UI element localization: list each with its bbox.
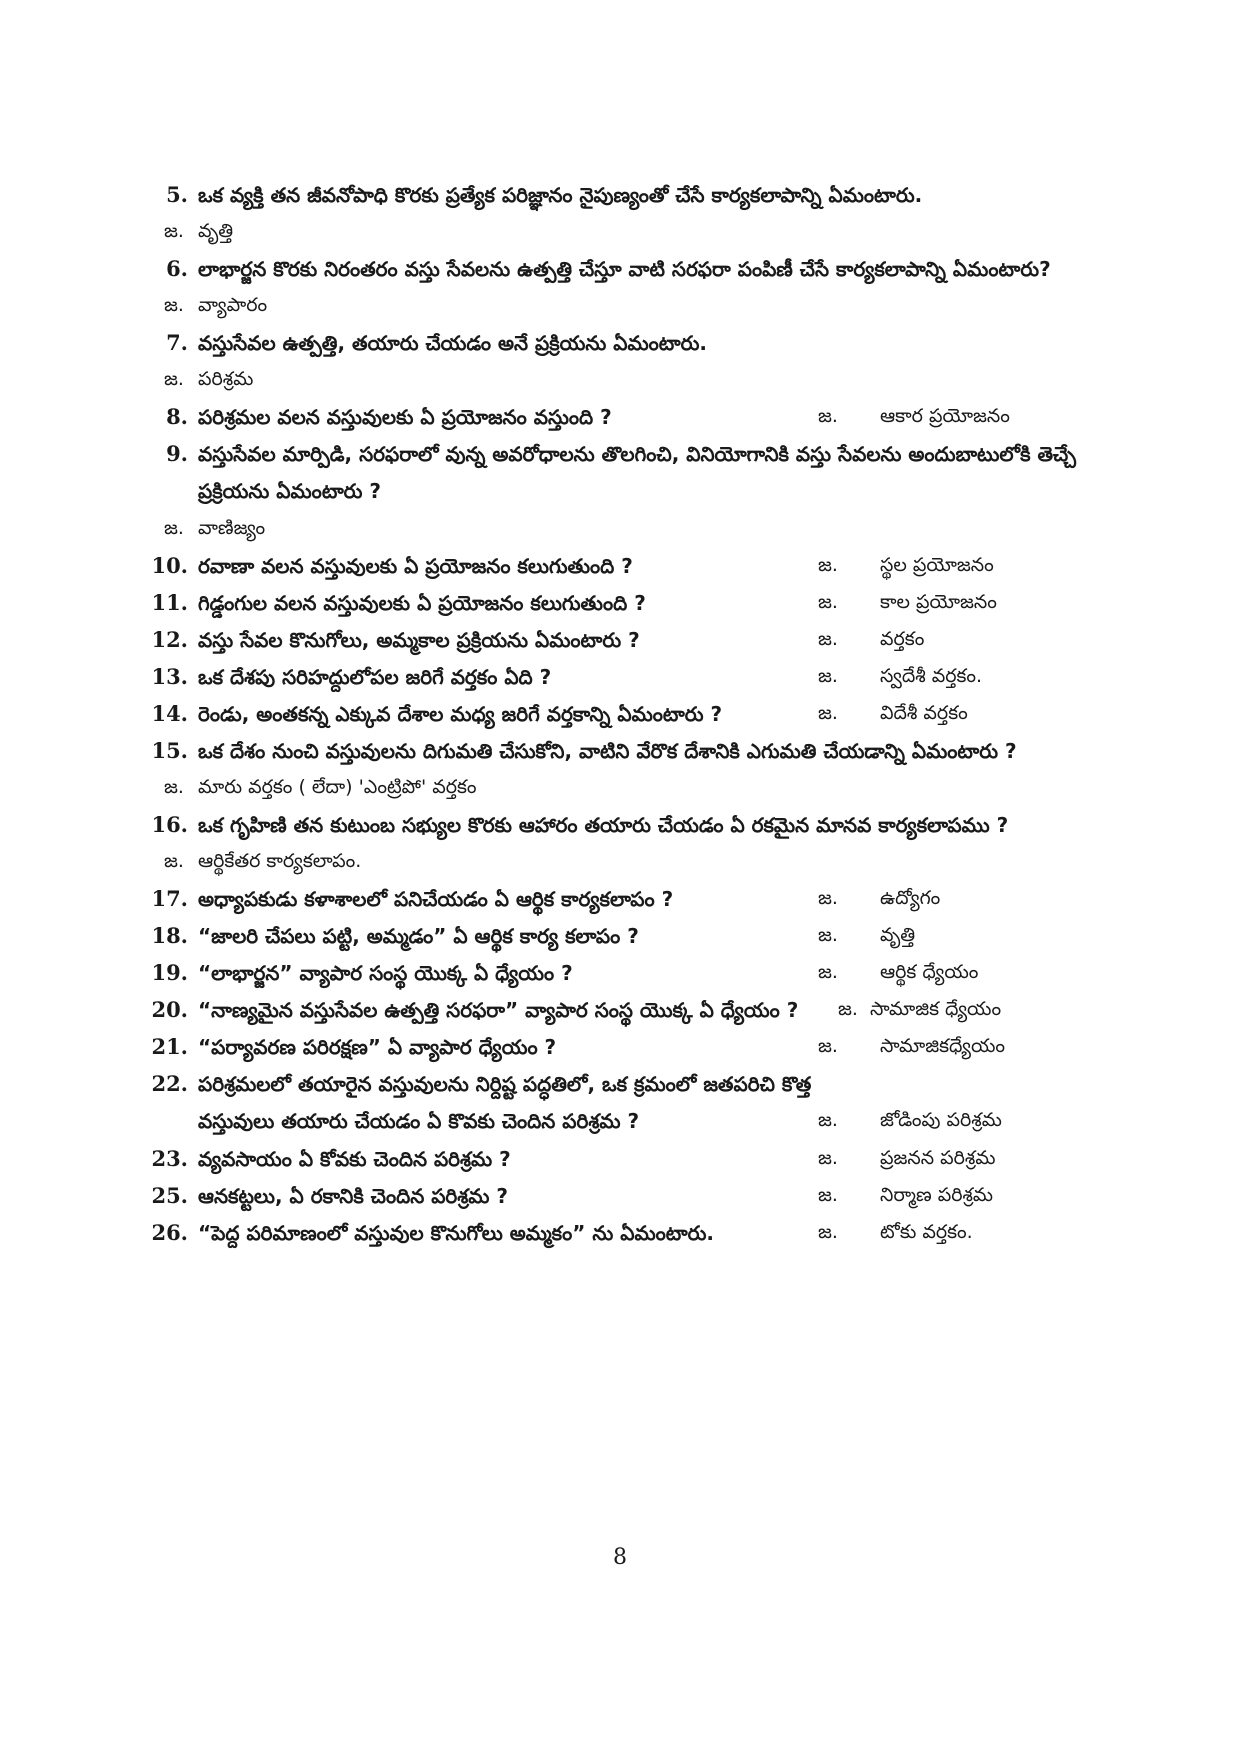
question-row [148, 1028, 1108, 1065]
question-number: 21. [151, 1034, 188, 1059]
qa-list [148, 176, 1108, 1251]
question-row [148, 806, 1108, 843]
answer-text: స్థల ప్రయోజనం [880, 554, 994, 576]
question-number: 16. [151, 812, 188, 837]
question-number: 15. [151, 738, 188, 763]
answer-text: వ్యాపారం [198, 294, 268, 316]
answer-label: జ. [164, 850, 184, 872]
question-number: 7. [166, 330, 188, 355]
question-number: 13. [151, 664, 188, 689]
question-row [148, 991, 1108, 1028]
inline-answer [818, 398, 1010, 435]
question-number: 23. [151, 1146, 188, 1171]
answer-label: జ. [818, 1147, 838, 1169]
answer-text: ఆర్థికేతర కార్యకలాపం. [198, 850, 362, 872]
question-number: 26. [151, 1220, 188, 1245]
question-number: 9. [166, 441, 188, 466]
question-row [148, 1065, 1108, 1140]
question-text: అధ్యాపకుడు కళాశాలలో పనిచేయడం ఏ ఆర్థిక కార్యకలాపం ? [198, 887, 674, 911]
question-text: రవాణా వలన వస్తువులకు ఏ ప్రయోజనం కలుగుతుంది ? [198, 554, 633, 578]
question-text: ఒక గృహిణి తన కుటుంబ సభ్యుల కొరకు ఆహారం తయారు చేయడం ఏ రకమైన మానవ కార్యకలాపము ? [198, 813, 1009, 837]
question-row [148, 398, 1108, 435]
question-text: “పెద్ద పరిమాణంలో వస్తువుల కొనుగోలు అమ్మకం” ను ఏమంటారు. [198, 1221, 715, 1245]
answer-text: ప్రజనన పరిశ్రమ [880, 1147, 996, 1169]
answer-row [148, 361, 1108, 398]
answer-label: జ. [818, 1109, 838, 1131]
answer-label: జ. [164, 776, 184, 798]
question-text: పరిశ్రమలలో తయారైన వస్తువులను నిర్దిష్ట పద్ధతిలో, ఒక క్రమంలో జతపరిచి కొత్త వస్తువులు తయారు చేయడం ఏ కొవకు చెందిన పరిశ్రమ ? [198, 1072, 812, 1133]
answer-text: ఆర్థిక ధ్యేయం [880, 961, 979, 983]
question-row [148, 435, 1108, 510]
answer-text: పరిశ్రమ [198, 368, 254, 390]
answer-text: జోడింపు పరిశ్రమ [880, 1109, 1002, 1131]
answer-label: జ. [818, 702, 838, 724]
answer-text: వృత్తి [880, 924, 916, 946]
question-number: 6. [166, 256, 188, 281]
answer-label: జ. [818, 961, 838, 983]
inline-answer [838, 991, 1001, 1028]
question-row [148, 250, 1108, 287]
answer-text: టోకు వర్తకం. [880, 1221, 973, 1243]
inline-answer [818, 917, 915, 954]
question-number: 10. [151, 553, 188, 578]
question-text: ఒక దేశపు సరిహద్దులోపల జరిగే వర్తకం ఏది ? [198, 665, 552, 689]
answer-label: జ. [818, 1184, 838, 1206]
question-text: ఒక వ్యక్తి తన జీవనోపాధి కొరకు ప్రత్యేక పరిజ్ఞానం నైపుణ్యంతో చేసే కార్యకలాపాన్ని ఏమంటారు. [198, 183, 923, 207]
question-number: 11. [151, 590, 188, 615]
answer-row [148, 843, 1108, 880]
answer-label: జ. [164, 368, 184, 390]
answer-text: సామాజికధ్యేయం [880, 1035, 1006, 1057]
answer-label: జ. [818, 405, 838, 427]
question-text: గిడ్డంగుల వలన వస్తువులకు ఏ ప్రయోజనం కలుగుతుంది ? [198, 591, 646, 615]
inline-answer [818, 1214, 973, 1251]
question-text: “లాభార్జన” వ్యాపార సంస్థ యొక్క ఏ ధ్యేయం ? [198, 961, 573, 985]
answer-text: నిర్మాణ పరిశ్రమ [880, 1184, 994, 1206]
answer-label: జ. [818, 887, 838, 909]
question-text: వస్తుసేవల మార్పిడి, సరఫరాలో వున్న అవరోధాలను తొలగించి, వినియోగానికి వస్తు సేవలను అందుబాటులోకి తెచ్చే ప్రక్రియను ఏమంటారు ? [198, 442, 1077, 503]
question-number: 14. [151, 701, 188, 726]
inline-answer [818, 547, 994, 584]
inline-answer [818, 621, 924, 658]
question-number: 19. [151, 960, 188, 985]
answer-label: జ. [818, 591, 838, 613]
question-number: 25. [151, 1183, 188, 1208]
answer-text: వృత్తి [198, 220, 234, 242]
question-number: 20. [151, 997, 188, 1022]
inline-answer [818, 880, 940, 917]
question-number: 12. [151, 627, 188, 652]
question-number: 17. [151, 886, 188, 911]
answer-text: సామాజిక ధ్యేయం [870, 998, 1002, 1020]
question-number: 22. [151, 1071, 188, 1096]
answer-text: స్వదేశీ వర్తకం. [880, 665, 983, 687]
question-text: ఆనకట్టలు, ఏ రకానికి చెందిన పరిశ్రమ ? [198, 1184, 509, 1208]
answer-label: జ. [818, 1221, 838, 1243]
question-row [148, 547, 1108, 584]
question-text: రెండు, అంతకన్న ఎక్కువ దేశాల మధ్య జరిగే వర్తకాన్ని ఏమంటారు ? [198, 702, 723, 726]
answer-label: జ. [164, 294, 184, 316]
answer-text: వాణిజ్యం [198, 517, 266, 539]
answer-label: జ. [818, 628, 838, 650]
inline-answer [818, 1028, 1005, 1065]
inline-answer [818, 954, 978, 991]
question-text: “పర్యావరణ పరిరక్షణ” ఏ వ్యాపార ధ్యేయం ? [198, 1035, 557, 1059]
question-row [148, 621, 1108, 658]
answer-text: మారు వర్తకం ( లేదా) 'ఎంట్రిపో' వర్తకం [198, 776, 477, 798]
question-row [148, 880, 1108, 917]
question-row [148, 176, 1108, 213]
question-row [148, 1214, 1108, 1251]
question-text: “నాణ్యమైన వస్తుసేవల ఉత్పత్తి సరఫరా” వ్యాపార సంస్థ యొక్క ఏ ధ్యేయం ? [198, 998, 799, 1022]
question-row [148, 324, 1108, 361]
answer-label: జ. [818, 1035, 838, 1057]
inline-answer [818, 658, 982, 695]
question-text: “జాలరి చేపలు పట్టి, అమ్మడం” ఏ ఆర్థిక కార్య కలాపం ? [198, 924, 639, 948]
inline-answer [818, 695, 968, 732]
question-row [148, 1177, 1108, 1214]
answer-text: కాల ప్రయోజనం [880, 591, 997, 613]
answer-row [148, 213, 1108, 250]
answer-label: జ. [164, 517, 184, 539]
question-row [148, 732, 1108, 769]
inline-answer [818, 1140, 995, 1177]
page-number: 8 [613, 1545, 627, 1570]
question-text: ఒక దేశం నుంచి వస్తువులను దిగుమతి చేసుకోని, వాటిని వేరొక దేశానికి ఎగుమతి చేయడాన్ని ఏమంటారు ? [198, 739, 1017, 763]
question-number: 8. [166, 404, 188, 429]
question-row [148, 584, 1108, 621]
question-text: వస్తు సేవల కొనుగోలు, అమ్మకాల ప్రక్రియను ఏమంటారు ? [198, 628, 640, 652]
question-number: 18. [151, 923, 188, 948]
question-row [148, 917, 1108, 954]
answer-text: ఉద్యోగం [880, 887, 941, 909]
question-text: పరిశ్రమల వలన వస్తువులకు ఏ ప్రయోజనం వస్తుంది ? [198, 405, 612, 429]
answer-label: జ. [164, 220, 184, 242]
question-text: లాభార్జన కొరకు నిరంతరం వస్తు సేవలను ఉత్పత్తి చేస్తూ వాటి సరఫరా పంపిణీ చేసే కార్యకలాపాన్ని ఏమంటారు? [198, 257, 1051, 281]
question-row [148, 954, 1108, 991]
answer-text: ఆకార ప్రయోజనం [880, 405, 1010, 427]
answer-label: జ. [838, 998, 858, 1020]
question-row [148, 1140, 1108, 1177]
answer-label: జ. [818, 924, 838, 946]
answer-row [148, 769, 1108, 806]
question-row [148, 658, 1108, 695]
answer-label: జ. [818, 554, 838, 576]
answer-row [148, 510, 1108, 547]
answer-row [148, 287, 1108, 324]
question-row [148, 695, 1108, 732]
inline-answer [818, 1102, 1002, 1139]
inline-answer [818, 1177, 993, 1214]
answer-text: విదేశీ వర్తకం [880, 702, 968, 724]
answer-label: జ. [818, 665, 838, 687]
answer-text: వర్తకం [880, 628, 925, 650]
inline-answer [818, 584, 997, 621]
question-number: 5. [166, 182, 188, 207]
question-text: వ్యవసాయం ఏ కోవకు చెందిన పరిశ్రమ ? [198, 1147, 511, 1171]
question-text: వస్తుసేవల ఉత్పత్తి, తయారు చేయడం అనే ప్రక్రియను ఏమంటారు. [198, 331, 708, 355]
